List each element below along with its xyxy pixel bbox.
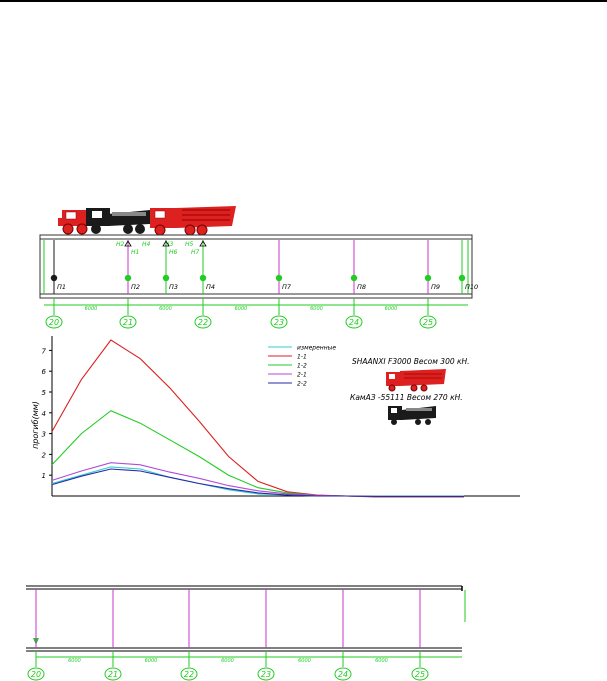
truck2-note: КамАЗ -55111 Весом 270 кН. <box>350 393 463 402</box>
span-label: 6000 <box>310 306 323 312</box>
series-line-1-2 <box>52 411 464 497</box>
gauge-labels <box>116 241 206 256</box>
pier-node <box>51 275 57 281</box>
series-line-2-1 <box>52 463 464 497</box>
y-tick-label: 6 <box>41 368 46 377</box>
pier-node <box>200 275 206 281</box>
legend-label: измеренные <box>297 344 337 352</box>
y-tick-label: 3 <box>41 430 46 439</box>
gauge-label: Н1 <box>131 249 140 256</box>
axis-bubble <box>335 668 351 680</box>
pier-node <box>125 275 131 281</box>
axis-label: 21 <box>122 318 134 327</box>
pier-node <box>459 275 465 281</box>
pier-node <box>276 275 282 281</box>
pier-label: П2 <box>131 283 141 291</box>
span-label: 6000 <box>234 306 248 312</box>
pier-node <box>425 275 431 281</box>
bottom-pier-lines <box>36 589 420 648</box>
legend-label: 2-2 <box>297 380 307 388</box>
gauge-label: Н3 <box>165 241 174 248</box>
axis-bubble <box>181 668 197 680</box>
axis-bubble <box>28 668 44 680</box>
span-labels <box>85 306 398 312</box>
chart-axes <box>42 336 520 496</box>
span-label: 6000 <box>384 306 398 312</box>
span-label: 6000 <box>68 658 81 664</box>
span-label: 6000 <box>84 306 98 312</box>
pier-label: П7 <box>282 283 292 291</box>
span-label: 6000 <box>159 306 172 312</box>
y-tick-label: 2 <box>41 451 46 460</box>
pier-label: П3 <box>169 283 179 291</box>
legend-label: 1-1 <box>297 353 307 361</box>
black-truck-legend-icon <box>388 406 436 425</box>
red-truck-legend-icon <box>386 369 446 391</box>
axis-label: 22 <box>183 670 195 679</box>
gauge-label: Н5 <box>185 241 194 248</box>
axis-label: 20 <box>48 318 60 327</box>
bottom-axis-markers <box>28 651 428 680</box>
series-line-2-2 <box>52 469 464 496</box>
axis-label: 23 <box>260 670 272 679</box>
bottom-plan <box>26 586 465 657</box>
y-tick-label: 1 <box>41 472 46 481</box>
pier-label: П9 <box>431 283 441 291</box>
y-tick-label: 4 <box>41 409 46 418</box>
series-line-1-1 <box>52 340 464 497</box>
legend-label: 2-1 <box>297 371 307 379</box>
y-tick-label: 5 <box>41 389 46 397</box>
black-truck-icon <box>86 208 150 234</box>
y-tick-label: 7 <box>41 347 46 356</box>
legend-label: 1-2 <box>297 362 307 370</box>
pier-label: П1 <box>57 283 67 291</box>
red-dump-truck-icon <box>150 206 236 235</box>
gauge-label: Н7 <box>191 249 200 256</box>
span-label: 6000 <box>144 658 158 664</box>
axis-label: 25 <box>414 670 426 679</box>
y-axis-label: прогиб(мм) <box>31 401 40 449</box>
axis-bubble <box>412 668 428 680</box>
axis-label: 24 <box>348 318 360 327</box>
bottom-span-labels <box>68 658 388 664</box>
pier-lines <box>51 240 465 294</box>
axis-label: 21 <box>107 670 119 679</box>
span-label: 6000 <box>298 658 311 664</box>
truck1-note: SHAANXI F3000 Весом 300 кН. <box>352 357 470 366</box>
axis-label: 24 <box>337 670 349 679</box>
series-line-измеренные <box>52 467 464 496</box>
bridge-deck <box>40 235 472 298</box>
gauge-label: Н2 <box>116 241 125 248</box>
axis-label: 25 <box>422 318 434 327</box>
axis-label: 22 <box>197 318 209 327</box>
axis-label: 23 <box>273 318 285 327</box>
span-label: 6000 <box>221 658 234 664</box>
pier-label: П8 <box>357 283 367 291</box>
gauge-label: Н6 <box>169 249 178 256</box>
gauge-label: Н4 <box>142 241 151 248</box>
pier-labels <box>57 283 478 291</box>
chart-series <box>52 340 464 497</box>
chart-legend <box>268 345 336 388</box>
red-truck-icon <box>58 210 88 234</box>
pier-node <box>351 275 357 281</box>
pier-node <box>163 275 169 281</box>
axis-bubble <box>105 668 121 680</box>
pier-label: П10 <box>465 283 479 291</box>
axis-markers <box>46 298 436 328</box>
bridge-load-scheme <box>0 0 607 340</box>
axis-label: 20 <box>30 670 42 679</box>
span-label: 6000 <box>375 658 388 664</box>
pier-label: П4 <box>206 283 216 291</box>
axis-bubble <box>258 668 274 680</box>
